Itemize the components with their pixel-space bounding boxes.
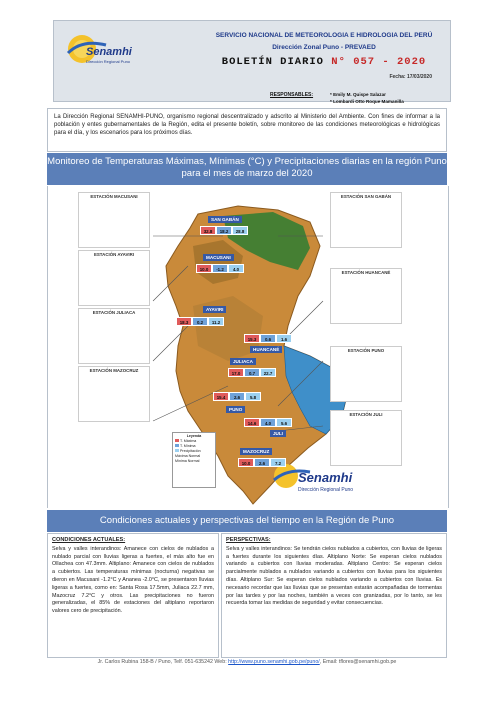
header-subtitle: Dirección Zonal Puno - PREVAED: [272, 44, 376, 51]
legend-pp-label: Precipitación: [180, 449, 201, 453]
footer: [47, 658, 447, 680]
value-max: 10.0: [196, 264, 212, 273]
footer-web-link[interactable]: http://www.puno.senamhi.gob.pe/puno/: [228, 659, 320, 665]
responsables-label: RESPONSABLES:: [270, 92, 314, 98]
station-title: ESTACIÓN MACUSANI: [90, 194, 138, 199]
boletin-prefix: BOLETÍN DIARIO: [221, 56, 324, 68]
value-pp: 11.2: [208, 317, 224, 326]
value-max: 10.0: [238, 458, 254, 467]
map-watermark-logo: [274, 464, 353, 493]
value-min: -1.2: [212, 264, 228, 273]
value-pp: 1.6: [276, 334, 292, 343]
map-label-juli: JULI: [270, 430, 286, 437]
map-label-puno: PUNO: [226, 406, 245, 413]
map-values-juliaca: [228, 368, 276, 377]
map-label-macusani: MACUSANI: [203, 254, 234, 261]
legend-max-label: T. Máxima: [179, 439, 197, 443]
senamhi-logo: [62, 27, 132, 71]
legend-title: Leyenda: [186, 434, 202, 438]
map-values-macusani: [196, 264, 244, 273]
map-section: [47, 186, 449, 508]
value-min: 2.6: [229, 392, 245, 401]
value-pp: 7.2: [270, 458, 286, 467]
value-max: 15.3: [244, 334, 260, 343]
condiciones-actuales: [47, 533, 219, 658]
value-pp: 28.8: [232, 226, 248, 235]
value-max: 18.3: [176, 317, 192, 326]
monitoring-title-band: Monitoreo de Temperaturas Máximas, Mínimas (°C) y Precipitaciones diarias en la región Puno para el mes de marzo del 2020: [47, 153, 447, 185]
perspectivas-text: Selva y valles interandinos: Se tendrán cielos nublados a cubiertos, con lluvias de ligeras a fuertes durante los siguientes días. Altiplano Norte: Se esperan cielos nublados variando a cubiertos con lluvias moderadas. Altiplano Centro: Se esperan cielos parcialmente nublados a nublados variando a cubiertos con lluvias para los siguientes días. Altiplano Sur: Se esperan cielos nublados variando a cubiertos con lluvias. Es necesario recordar que las lluvias que se presentan estarán acompañadas de tormentas por las tardes y por las noches, también a veces con granizadas, por lo tanto, se les recuerda tomar las medidas de seguridad y evitar consecuencias.: [226, 545, 442, 607]
legend-max-normal: Máxima Normal: [175, 454, 201, 458]
value-pp: 5.8: [245, 392, 261, 401]
watermark-tagline: Dirección Regional Puno: [298, 487, 354, 493]
map-label-huancane: HUANCANÉ: [250, 346, 282, 353]
station-panel-mazocruz: [78, 366, 150, 422]
value-min: 2.6: [254, 458, 270, 467]
boletin-number: N° 057 - 2020: [331, 56, 427, 68]
condiciones-text: Selva y valles interandinos: Amanece con cielos de nublados a nublado parcial con lluvias ligeras a fuertes, el más alto fue en Ollachea con 47.3mm. Altiplano: Amanece con cielos de nublados a cubiertos. Las temperaturas mínimas (nocturna) negativas se dieron en Macusani -1.2°C y Ananea -2.0°C, se presentaron lluvias ligeras a fuertes, como en: Santa Rosa 17.5mm, Juliaca 22.7 mm, Mazocruz 7.2°C y otros. Las precipitaciones no fueron generalizadas, el 85% de estaciones del altiplano reportaron valores cero de precipitación.: [52, 545, 214, 615]
station-title: ESTACIÓN PUNO: [347, 348, 385, 353]
value-max: 32.8: [200, 226, 216, 235]
map-values-ayaviri: [176, 317, 224, 326]
condiciones-heading: CONDICIONES ACTUALES:: [52, 537, 126, 543]
legend-min-label: T. Mínima: [179, 444, 196, 448]
station-panel-juli: [330, 410, 402, 466]
legend-item: [175, 459, 213, 464]
value-max: 17.0: [228, 368, 244, 377]
intro-paragraph: La Dirección Regional SENAMHI-PUNO, organismo regional descentralizado y adscrito al Ministerio del Ambiente. Con fines de informar a la población y entes gubernamentales de la Región, edita el presente boletín, sobre monitoreo de las condiciones meteorológicas e hidrológicas para el día, y los escenarios para los próximos días.: [47, 108, 447, 152]
map-label-mazocruz: MAZOCRUZ: [240, 448, 272, 455]
value-min: 0.7: [244, 368, 260, 377]
station-panel-san-gaban: [330, 192, 402, 248]
station-title: ESTACIÓN JULIACA: [92, 310, 136, 315]
footer-email: , Email: tflores@senamhi.gob.pe: [319, 659, 397, 665]
conditions-title-band: Condiciones actuales y perspectivas del tiempo en la Región de Puno: [47, 510, 447, 532]
header-title: SERVICIO NACIONAL DE METEOROLOGIA E HIDROLOGIA DEL PERÚ: [215, 32, 433, 39]
map-values-juli: [244, 418, 292, 427]
legend-min-normal: Mínima Normal: [175, 459, 200, 463]
boletin-title: [203, 56, 445, 68]
station-panel-huancane: [330, 268, 402, 324]
value-min: 18.2: [216, 226, 232, 235]
footer-address: Jr. Carlos Rubina 158-B / Puno, Telf. 051-635242 Web:: [97, 659, 227, 665]
value-min: 4.0: [260, 418, 276, 427]
value-pp: 22.7: [260, 368, 276, 377]
station-panel-ayaviri: [78, 250, 150, 306]
map-values-san-gaban: [200, 226, 248, 235]
station-title: ESTACIÓN AYAVIRI: [93, 252, 135, 257]
value-max: 15.4: [213, 392, 229, 401]
station-panel-juliaca: [78, 308, 150, 364]
map-values-puno: [213, 392, 261, 401]
perspectivas: [221, 533, 447, 658]
perspectivas-heading: PERSPECTIVAS:: [226, 537, 271, 543]
station-panel-macusani: [78, 192, 150, 248]
map-legend: [172, 432, 216, 488]
map-values-huancane: [244, 334, 292, 343]
logo-brand: Senamhi: [86, 46, 132, 58]
station-title: ESTACIÓN HUANCANÉ: [341, 270, 391, 275]
responsable-1: * Emily M. Quispe Salazar: [330, 92, 386, 97]
value-max: 14.6: [244, 418, 260, 427]
station-title: ESTACIÓN JULI: [349, 412, 383, 417]
boletin-date: Fecha: 17/03/2020: [389, 74, 432, 80]
station-panel-puno: [330, 346, 402, 402]
watermark-brand: Senamhi: [298, 470, 353, 485]
responsables-list: [330, 91, 404, 105]
station-title: ESTACIÓN MAZOCRUZ: [89, 368, 139, 373]
map-label-ayaviri: AYAVIRI: [203, 306, 226, 313]
value-min: 0.6: [260, 334, 276, 343]
logo-tagline: Dirección Regional Puno: [86, 59, 131, 64]
responsable-2: * Lombardi Otto Roque Mamanilla: [330, 99, 404, 104]
value-pp: 4.0: [228, 264, 244, 273]
map-label-juliaca: JULIACA: [230, 358, 256, 365]
value-min: 0.2: [192, 317, 208, 326]
value-pp: 5.6: [276, 418, 292, 427]
map-values-mazocruz: [238, 458, 286, 467]
station-title: ESTACIÓN SAN GABÁN: [340, 194, 392, 199]
map-label-san-gaban: SAN GABÁN: [208, 216, 242, 223]
